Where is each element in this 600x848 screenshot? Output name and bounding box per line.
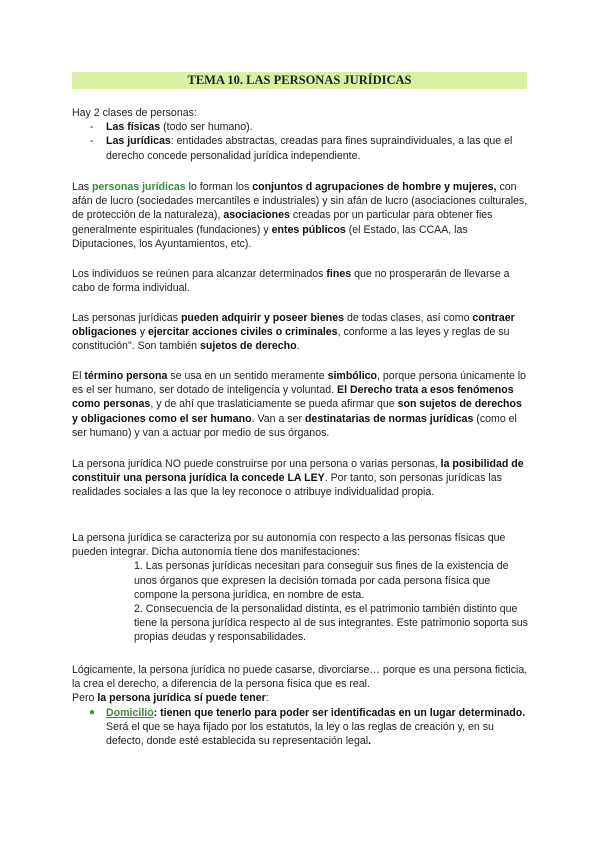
term-juridicas: Las jurídicas [106, 135, 171, 148]
page-title: TEMA 10. LAS PERSONAS JURÍDICAS [72, 72, 527, 89]
text-run: lo forman los [185, 181, 253, 193]
bold-run: término persona [84, 370, 168, 382]
text-run: que no prosperarán de llevarse a cabo de forma individual. [72, 268, 510, 295]
bold-run: asociaciones [223, 209, 290, 222]
text-run: . Van a ser [251, 412, 305, 425]
paragraph-ficticia [72, 663, 528, 748]
text-run: creadas por un particular para obtener fies generalmente espirituales (fundaciones) y [72, 209, 493, 236]
bold-run: simbólico [327, 370, 378, 382]
fisicas-desc: (todo ser humano). [160, 121, 253, 134]
dash-marker: - [90, 135, 94, 148]
paragraph-termino-persona [72, 369, 528, 440]
juridicas-desc: : entidades abstractas, creadas para fines supraindividuales, a las que el derecho concede personalidad jurídica independiente. [106, 135, 513, 162]
bold-run: la persona jurídica sí puede tener [97, 692, 266, 705]
list-item-juridicas [72, 134, 528, 162]
bold-run: destinatarias de normas jurídicas [304, 412, 474, 425]
paragraph-constitucion [72, 457, 528, 500]
ficticia-text: Lógicamente, la persona jurídica no puede casarse, divorciarse… porque es una persona ficticia, la crea el derecho, a diferencia de la persona física que es real. [72, 664, 528, 691]
dash-marker: - [90, 121, 94, 134]
bullet-icon: ● [89, 706, 96, 718]
text-run: El [72, 370, 85, 382]
bold-run: . [368, 735, 372, 748]
autonomia-text: La persona jurídica se caracteriza por su autonomía con respecto a las personas físicas que pueden integrar. Dicha autonomía tiene dos manifestaciones: [72, 532, 506, 559]
bold-run: son sujetos de derechos y obligaciones como el ser humano [72, 398, 522, 425]
bold-run: la posibilidad de constituir una persona jurídica la concede LA LEY [72, 458, 524, 485]
text-run: . Por tanto, son personas jurídicas las realidades sociales a las que la ley reconoce o atribuye individualidad propia. [72, 472, 502, 499]
bold-run: sujetos de derecho [200, 340, 297, 353]
text-run: , y de ahí que traslaticiamente se pueda afirmar que [150, 398, 398, 411]
text-run: (como el ser humano) y van a actuar por medio de sus órganos. [72, 412, 517, 439]
bold-run: : tienen que tenerlo para poder ser identificadas en un lugar determinado. [153, 706, 526, 719]
paragraph-fines [72, 267, 528, 295]
persons-classes-section [72, 106, 528, 163]
text-run: se usa en un sentido meramente [167, 370, 328, 382]
text-run: Las personas jurídicas [72, 312, 181, 324]
text-run: Los individuos se reúnen para alcanzar determinados [72, 268, 327, 280]
bold-run: conjuntos d agrupaciones de hombre y mujeres, [252, 181, 497, 193]
text-run: (el Estado, las CCAA, las Diputaciones, los Ayuntamientos, etc). [72, 223, 468, 250]
text-run: y [136, 326, 148, 339]
intro-text: Hay 2 clases de personas: [72, 107, 197, 119]
list-item-domicilio [72, 706, 528, 749]
paragraph-definition [72, 180, 528, 251]
bold-run: El Derecho trata a esos fenómenos como personas [72, 384, 514, 411]
list-item-fisicas [72, 120, 528, 134]
bold-run: ejercitar acciones civiles o criminales [147, 326, 338, 339]
text-run: : [265, 692, 269, 705]
autonomia-item-2: 2. Consecuencia de la personalidad distinta, es el patrimonio también distinto que tiene la persona jurídica respecto al de sus integrantes. Este patrimonio soporta sus propias deudas y responsabilidades. [134, 603, 528, 644]
text-run: La persona jurídica NO puede construirse por una persona o varias personas, [72, 458, 441, 470]
paragraph-autonomia [72, 531, 528, 645]
text-run: , porque persona únicamente lo es el ser humano, ser dotado de inteligencia y voluntad. [72, 370, 527, 397]
highlight-personas-juridicas: personas jurídicas [92, 181, 186, 193]
text-run: . [296, 340, 300, 353]
text-run: Será el que se haya fijado por los estatutos, la ley o las reglas de creación y, en su defecto, donde esté establecida su representación legal [106, 720, 494, 748]
text-run: Las [72, 181, 93, 193]
bold-run: entes públicos [271, 223, 346, 236]
autonomia-item-1: 1. Las personas jurídicas necesitan para conseguir sus fines de la existencia de unos órganos que expresen la decisión tomada por cada persona física que compone la persona jurídica, en nombre de esta. [134, 560, 509, 601]
bold-run: fines [326, 268, 352, 280]
paragraph-capacidad [72, 311, 528, 354]
text-run: con afán de lucro (sociedades mercantiles e industriales) y sin afán de lucro (asociaciones culturales, de protección de la naturaleza), [72, 181, 528, 222]
term-fisicas: Las físicas [106, 121, 161, 134]
text-run: , conforme a las leyes y reglas de su constitución". Son también [72, 326, 510, 353]
bold-run: pueden adquirir y poseer bienes [180, 312, 345, 324]
puede-tener-line [72, 691, 528, 705]
text-run: Pero [72, 692, 98, 705]
bold-run: contraer obligaciones [72, 312, 515, 339]
text-run: de todas clases, así como [344, 312, 473, 324]
domicilio-link[interactable]: Domicilio [106, 706, 154, 719]
